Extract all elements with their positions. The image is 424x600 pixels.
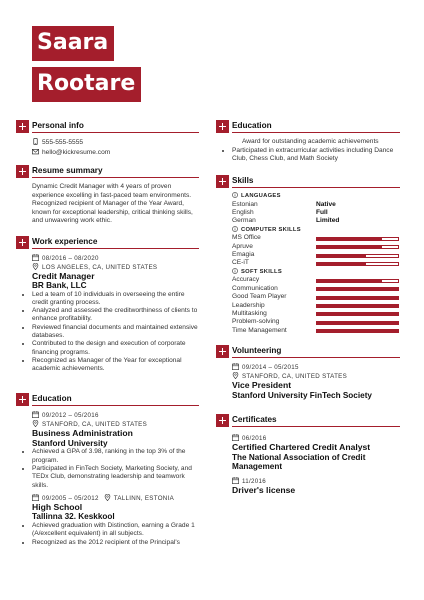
skill-bar <box>316 279 399 283</box>
job-company: BR Bank, LLC <box>32 281 87 290</box>
section-personal-info <box>16 120 199 134</box>
language-row <box>216 217 400 225</box>
vol-location: STANFORD, CA, UNITED STATES <box>242 373 348 381</box>
job-bullet: • Reviewed financial documents and maintained extensive databases. <box>32 324 199 341</box>
edu-bullets <box>16 522 199 547</box>
section-rule <box>32 405 199 406</box>
skill-row <box>216 234 400 242</box>
education-entry <box>16 411 199 448</box>
section-title: Resume summary <box>32 166 103 175</box>
edu-dates: 09/2005 – 05/2012 <box>42 494 99 502</box>
skill-bar <box>316 312 399 316</box>
edu-bullet: • Recognized as the 2012 recipient of the Principal's <box>32 539 199 547</box>
section-title: Certificates <box>232 415 277 425</box>
section-plus-icon <box>16 165 29 178</box>
section-rule <box>32 248 199 249</box>
skill-name: Leadership <box>232 301 265 309</box>
section-rule <box>232 132 400 133</box>
email-icon <box>32 148 39 155</box>
skill-row <box>216 310 400 318</box>
job-entry <box>16 254 199 291</box>
skill-bar <box>316 321 399 325</box>
skill-bar-fill <box>317 263 366 265</box>
language-name: English <box>232 208 254 216</box>
skill-bar <box>316 254 399 258</box>
edu-cont-bullets <box>216 147 400 164</box>
cert-date: 06/2016 <box>242 435 267 443</box>
edu-location: TALLINN, ESTONIA <box>113 494 175 502</box>
skill-bar <box>316 329 399 333</box>
certificate-entry <box>216 434 400 472</box>
skill-bar <box>316 262 399 266</box>
info-icon <box>232 268 238 274</box>
section-education-continued <box>216 120 400 134</box>
calendar-icon <box>32 411 39 418</box>
section-plus-icon <box>216 175 229 188</box>
computer-skills-heading <box>216 226 400 235</box>
edu-bullet: • Achieved graduation with Distinction, earning a Grade 1 (A/excellent equivalent) in all subjects. <box>32 522 199 539</box>
skill-bar-fill <box>317 255 366 257</box>
vol-org: Stanford University FinTech Society <box>232 390 372 400</box>
section-plus-icon <box>16 236 29 249</box>
language-row <box>216 201 400 209</box>
edu-bullet: • Participated in FinTech Society, Marketing Society, and TEDx Club, demonstrating leadership and teamwork skills. <box>32 465 199 490</box>
language-name: German <box>232 217 256 225</box>
cert-date: 11/2016 <box>242 477 267 485</box>
language-name: Estonian <box>232 200 258 208</box>
skill-name: CE-iT <box>232 259 249 267</box>
section-rule <box>32 177 199 178</box>
location-pin-icon <box>32 263 39 270</box>
language-level: Native <box>316 200 336 208</box>
job-bullet: • Led a team of 10 individuals in overseeing the entire credit granting process. <box>32 291 199 308</box>
skill-row <box>216 318 400 326</box>
skill-bar-fill <box>317 313 398 315</box>
language-level: Full <box>316 208 328 216</box>
languages-heading <box>216 192 400 201</box>
edu-bullets <box>16 448 199 489</box>
skill-bar-fill <box>317 288 398 290</box>
calendar-icon <box>32 494 39 501</box>
skill-row <box>216 302 400 310</box>
section-plus-icon <box>16 393 29 406</box>
edu-dates: 09/2012 – 05/2016 <box>42 412 99 420</box>
email-text: hello@kickresume.com <box>42 148 111 156</box>
section-plus-icon <box>16 120 29 133</box>
calendar-icon <box>232 434 239 441</box>
job-bullet: • Analyzed and assessed the creditworthiness of clients to enhance profitability. <box>32 307 199 324</box>
skill-name: MS Office <box>232 234 261 242</box>
job-dates-row <box>32 254 199 263</box>
job-position: Credit Manager <box>32 270 95 281</box>
edu-bullet: • Achieved a GPA of 3.98, ranking in the top 3% of the program. <box>32 448 199 465</box>
edu-cont-bullet: • Participated in extracurricular activities including Dance Club, Chess Club, and Math Society <box>232 147 400 164</box>
section-plus-icon <box>216 120 229 133</box>
edu-cont-text: Award for outstanding academic achievements <box>242 138 379 145</box>
skill-bar <box>316 296 399 300</box>
section-skills <box>216 175 400 189</box>
section-education <box>16 393 199 407</box>
section-resume-summary <box>16 165 199 179</box>
phone-text: 555-555-5555 <box>42 139 84 146</box>
section-rule <box>232 357 400 358</box>
skill-bar <box>316 304 399 308</box>
section-work-experience <box>16 236 199 250</box>
section-title: Education <box>32 394 72 404</box>
calendar-icon <box>232 363 239 370</box>
skill-row <box>216 259 400 267</box>
skill-row <box>216 293 400 301</box>
job-bullet: • Recognized as Manager of the Year for exceptional academic achievements. <box>32 357 199 374</box>
skill-name: Apruve <box>232 242 253 250</box>
left-column <box>16 120 199 547</box>
phone-icon <box>32 138 39 145</box>
edu-school: Tallinna 32. Keskkool <box>32 512 115 522</box>
cert-name: Certified Chartered Credit Analyst <box>232 442 371 453</box>
location-pin-icon <box>32 420 39 427</box>
skill-bar <box>316 237 399 241</box>
language-row <box>216 209 400 217</box>
section-rule <box>32 132 199 133</box>
location-pin-icon <box>232 372 239 379</box>
info-icon <box>232 226 238 232</box>
education-entry <box>16 494 199 522</box>
skill-name: Problem-solving <box>232 318 280 326</box>
languages-label: LANGUAGES <box>241 193 281 200</box>
skill-bar <box>316 245 399 249</box>
section-title: Skills <box>232 176 254 186</box>
section-plus-icon <box>216 414 229 427</box>
skill-name: Emagia <box>232 251 255 259</box>
edu-degree: Business Administration <box>32 428 133 439</box>
skill-bar-fill <box>317 280 382 282</box>
edu-dates-row <box>32 411 199 420</box>
skill-bar-fill <box>317 330 398 332</box>
job-dates: 08/2016 – 08/2020 <box>42 254 99 262</box>
job-bullet: • Contributed to the design and execution of corporate financing programs. <box>32 340 199 357</box>
volunteering-entry <box>216 363 400 400</box>
skill-bar-fill <box>317 246 382 248</box>
cert-name: Driver's license <box>232 484 296 495</box>
skill-name: Good Team Player <box>232 293 287 301</box>
section-rule <box>232 187 400 188</box>
skill-row <box>216 327 400 335</box>
location-pin-icon <box>104 494 111 501</box>
skill-row <box>216 276 400 284</box>
edu-location: STANFORD, CA, UNITED STATES <box>42 421 148 429</box>
calendar-icon <box>232 477 239 484</box>
skill-bar-fill <box>317 322 398 324</box>
right-column <box>216 120 400 495</box>
section-title: Work experience <box>32 236 98 246</box>
cert-issuer: The National Association of Credit Management <box>232 452 366 472</box>
vol-dates: 09/2014 – 05/2015 <box>242 364 299 372</box>
name-last: Rootare <box>32 67 141 102</box>
vol-dates-row <box>232 363 400 372</box>
skill-row <box>216 285 400 293</box>
section-title: Education <box>232 121 272 130</box>
section-volunteering <box>216 345 400 359</box>
skill-bar-fill <box>317 238 382 240</box>
info-icon <box>232 192 238 198</box>
section-title: Volunteering <box>232 346 282 356</box>
job-bullets <box>16 291 199 374</box>
language-level: Limited <box>316 217 340 225</box>
section-title: Personal info <box>32 121 84 130</box>
skill-bar-fill <box>317 305 398 307</box>
edu-school: Stanford University <box>32 438 108 448</box>
name-first: Saara <box>32 26 114 61</box>
vol-role: Vice President <box>232 380 292 391</box>
skill-name: Accuracy <box>232 276 260 284</box>
skill-name: Multitasking <box>232 309 267 317</box>
skill-bar-fill <box>317 297 398 299</box>
skill-row <box>216 243 400 251</box>
section-plus-icon <box>216 345 229 358</box>
calendar-icon <box>32 254 39 261</box>
certificate-entry <box>216 477 400 496</box>
skill-bar <box>316 287 399 291</box>
soft-skills-heading <box>216 268 400 277</box>
skill-name: Communication <box>232 284 278 292</box>
skill-row <box>216 251 400 259</box>
phone-row <box>16 138 199 148</box>
email-row <box>16 148 199 158</box>
skill-name: Time Management <box>232 326 287 334</box>
soft-skills-label: SOFT SKILLS <box>241 268 282 275</box>
job-location: LOS ANGELES, CA, UNITED STATES <box>42 263 158 271</box>
computer-skills-label: COMPUTER SKILLS <box>241 226 301 233</box>
summary-text: Dynamic Credit Manager with 4 years of proven experience excelling in fast-paced team environments. Recognized recipient of Manager of the Year Award, known for exceptional leadership, critical thinking skills, and unwavering work ethic. <box>32 183 193 224</box>
edu-degree: High School <box>32 501 83 512</box>
section-certificates <box>216 414 400 428</box>
section-rule <box>232 426 400 427</box>
